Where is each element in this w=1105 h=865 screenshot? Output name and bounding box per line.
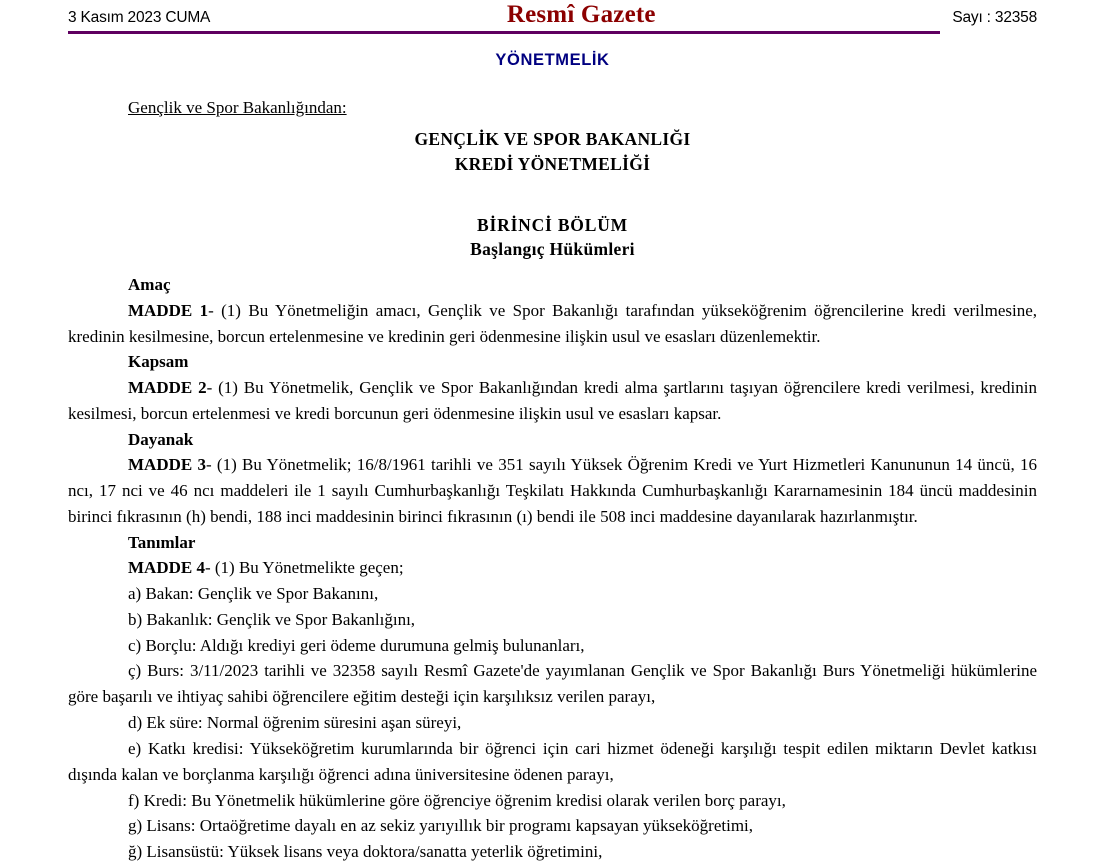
issuing-authority bbox=[128, 95, 1037, 121]
article-paragraph-3 bbox=[68, 452, 1037, 529]
article-label-1: MADDE 1 bbox=[128, 300, 209, 320]
masthead-row bbox=[68, 0, 1037, 28]
part-heading: BİRİNCİ BÖLÜM bbox=[477, 214, 628, 235]
regulation-title bbox=[68, 127, 1037, 177]
definition-item-g-breve: ğ) Lisansüstü: Yüksek lisans veya doktora/sanatta yeterlik öğretimini, bbox=[128, 842, 603, 862]
regulation-title-line-2: KREDİ YÖNETMELİĞİ bbox=[454, 153, 651, 174]
article-label-4: MADDE 4 bbox=[128, 558, 205, 578]
publication-date: 3 Kasım 2023 CUMA bbox=[68, 9, 211, 26]
article-paragraph-4 bbox=[68, 555, 1037, 581]
document-body bbox=[68, 34, 1037, 865]
issuing-authority-text: Gençlik ve Spor Bakanlığından: bbox=[128, 98, 347, 118]
article-text-3: - (1) Bu Yönetmelik; 16/8/1961 tarihli ve 351 sayılı Yüksek Öğrenim Kredi ve Yurt Hizmetleri Kanununun 14 üncü, 16 ncı, 17 nci ve 46 ncı maddeleri ile 1 sayılı Cumhurbaşkanlığı Teşkilatı Hakkında Cumhurbaşkanlığı Kararnamesinin 184 üncü maddesinin birinci fıkrasının (h) bendi, 188 inci maddesinin birinci fıkrasının (ı) bendi ile 508 inci maddesine dayanılarak hazırlanmıştır. bbox=[68, 455, 1037, 526]
article-text-1: - (1) Bu Yönetmeliğin amacı, Gençlik ve Spor Bakanlığı tarafından yükseköğrenim öğrencilerine kredi verilmesine, kredinin kesilmesine, borcun ertelenmesine ve kredinin geri ödenmesine ilişkin usul ve esasları düzenlemektir. bbox=[68, 300, 1038, 346]
definition-item-c: c) Borçlu: Aldığı krediyi geri ödeme durumuna gelmiş bulunanları, bbox=[128, 635, 585, 655]
part-heading-block bbox=[68, 213, 1037, 263]
gazette-title: Resmî Gazete bbox=[506, 1, 656, 28]
article-text-4: - (1) Bu Yönetmelikte geçen; bbox=[204, 558, 404, 578]
part-subheading: Başlangıç Hükümleri bbox=[470, 239, 635, 260]
definition-item-g: g) Lisans: Ortaöğretime dayalı en az sekiz yarıyıllık bir programı kapsayan yükseköğretimi, bbox=[128, 816, 754, 836]
article-heading-3: Dayanak bbox=[128, 429, 194, 449]
article-label-2: MADDE 2 bbox=[128, 377, 207, 397]
regulation-title-line-1: GENÇLİK VE SPOR BAKANLIĞI bbox=[414, 128, 691, 149]
article-label-3: MADDE 3 bbox=[128, 455, 206, 475]
regulation-kind-heading: YÖNETMELİK bbox=[495, 51, 610, 69]
masthead-divider bbox=[68, 31, 940, 34]
article-heading-4: Tanımlar bbox=[128, 532, 196, 552]
article-paragraph-1 bbox=[68, 298, 1037, 350]
definition-item-f: f) Kredi: Bu Yönetmelik hükümlerine göre öğrenciye öğrenim kredisi olarak verilen borç parayı, bbox=[128, 790, 786, 810]
article-paragraph-2 bbox=[68, 375, 1037, 427]
definition-item-c-cedilla: ç) Burs: 3/11/2023 tarihli ve 32358 sayılı Resmî Gazete'de yayımlanan Gençlik ve Spor Bakanlığı Burs Yönetmeliği hükümlerine göre başarılı ve ihtiyaç sahibi öğrencilere eğitim desteği için karşılıksız verilen parayı, bbox=[68, 661, 1037, 707]
article-text-2: - (1) Bu Yönetmelik, Gençlik ve Spor Bakanlığından kredi alma şartlarını taşıyan öğrencilere kredi verilmesi, kredinin kesilmesi, borcun ertelenmesi ve kredi borcunun geri ödenmesine ilişkin usul ve esasları kapsar. bbox=[68, 377, 1038, 423]
definition-item-e: e) Katkı kredisi: Yükseköğretim kurumlarında bir öğrenci için cari hizmet ödeneği karşılığı tespit edilen miktarın Devlet katkısı dışında kalan ve borçlanma karşılığı öğrenci adına üniversitesine ödenen parayı, bbox=[68, 738, 1037, 784]
masthead bbox=[68, 0, 1037, 34]
article-heading-2: Kapsam bbox=[128, 352, 189, 372]
definition-item-b: b) Bakanlık: Gençlik ve Spor Bakanlığını, bbox=[128, 609, 416, 629]
definition-item-d: d) Ek süre: Normal öğrenim süresini aşan süreyi, bbox=[128, 713, 462, 733]
definition-item-a: a) Bakan: Gençlik ve Spor Bakanını, bbox=[128, 583, 379, 603]
issue-number: Sayı : 32358 bbox=[952, 9, 1037, 26]
article-heading-1: Amaç bbox=[128, 275, 171, 295]
